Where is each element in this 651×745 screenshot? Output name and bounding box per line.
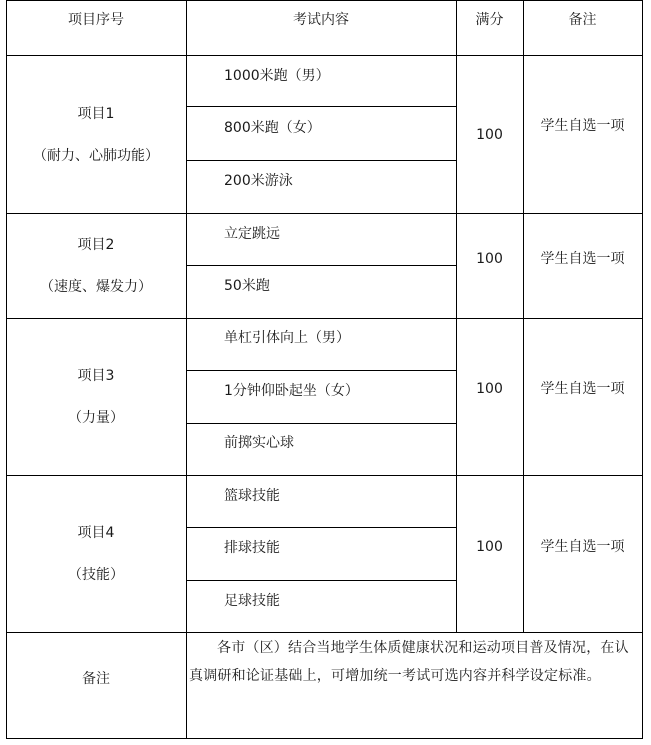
- score-cell: 100: [476, 126, 503, 143]
- table-border-right: [642, 0, 643, 739]
- subrow-line: [186, 160, 456, 161]
- score-cell: 100: [476, 539, 503, 555]
- score-cell: 100: [476, 251, 503, 267]
- content-item: 1分钟仰卧起坐（女）: [224, 383, 359, 399]
- group-title: 项目1: [77, 105, 115, 122]
- content-item: 立定跳远: [224, 226, 280, 242]
- group-label: [6, 214, 186, 318]
- group-label: [6, 476, 186, 632]
- header-remark: 备注: [568, 12, 597, 28]
- subrow-line: [186, 265, 456, 266]
- group-subtitle: （力量）: [68, 410, 124, 426]
- content-item: 足球技能: [224, 593, 280, 609]
- remark-cell: 学生自选一项: [540, 539, 625, 555]
- content-item: 1000米跑（男）: [224, 68, 330, 84]
- content-item: 篮球技能: [224, 488, 280, 504]
- group-title: 项目2: [77, 237, 115, 253]
- content-item: 单杠引体向上（男）: [224, 330, 350, 346]
- header-item-number: 项目序号: [68, 12, 124, 28]
- footer-remark-label: 备注: [82, 671, 110, 687]
- group-subtitle: （技能）: [68, 567, 124, 583]
- content-item: 50米跑: [224, 278, 270, 294]
- content-item: 前掷实心球: [224, 435, 294, 451]
- content-item: 排球技能: [224, 540, 280, 556]
- footer-remark-text: 各市（区）结合当地学生体质健康状况和运动项目普及情况，在认真调研和论证基础上，可增加统一考试可选内容并科学设定标准。: [189, 640, 629, 684]
- subrow-line: [186, 527, 456, 528]
- group-label: [6, 319, 186, 475]
- header-exam-content: 考试内容: [293, 12, 349, 28]
- score-cell: 100: [476, 381, 503, 397]
- group-title: 项目4: [77, 525, 115, 541]
- subrow-line: [186, 370, 456, 371]
- remark-cell: 学生自选一项: [540, 251, 625, 267]
- group-subtitle: （速度、爆发力）: [40, 279, 152, 295]
- subrow-line: [186, 106, 456, 107]
- group-title: 项目3: [77, 368, 115, 384]
- remark-cell: 学生自选一项: [540, 381, 625, 397]
- table-border-bottom: [6, 738, 643, 739]
- exam-table: [6, 0, 643, 739]
- header-full-score: 满分: [475, 12, 504, 28]
- content-item: 800米跑（女）: [224, 120, 321, 136]
- content-item: 200米游泳: [224, 173, 293, 189]
- remark-cell: 学生自选一项: [540, 118, 625, 134]
- col-divider-content: [186, 0, 187, 739]
- subrow-line: [186, 580, 456, 581]
- group-label: [6, 56, 186, 213]
- group-subtitle: （耐力、心肺功能）: [33, 147, 159, 164]
- subrow-line: [186, 423, 456, 424]
